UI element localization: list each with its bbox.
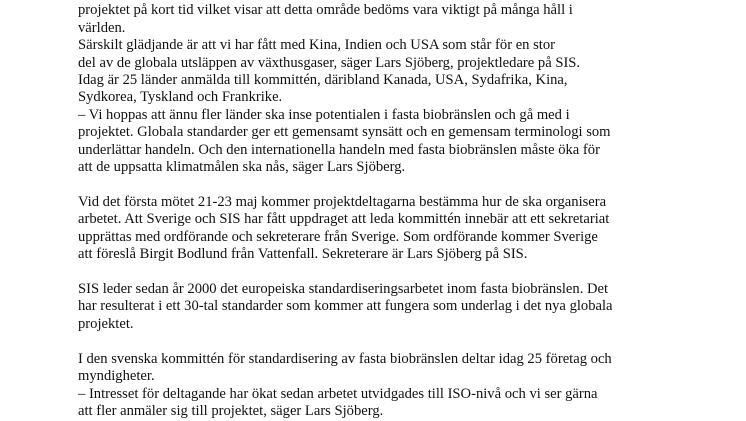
paragraph-first-meeting bbox=[78, 194, 638, 264]
paragraph-swedish-committee bbox=[78, 351, 638, 421]
text-line: arbetet. Att Sverige och SIS har fått uppdraget att leda kommittén innebär att ett sekretariat bbox=[78, 211, 610, 228]
text-line: Sydkorea, Tyskland och Frankrike. bbox=[78, 89, 283, 106]
text-line: att de uppsatta klimatmålen ska nås, säger Lars Sjöberg. bbox=[78, 158, 406, 175]
text-line: Särskilt glädjande är att vi har fått med Kina, Indien och USA som står för en stor bbox=[78, 37, 556, 54]
text-line: Vid det första mötet 21-23 maj kommer projektdeltagarna bestämma hur de ska organisera bbox=[78, 194, 607, 210]
text-line: upprättas med ordförande och sekreterare från Sverige. Som ordförande kommer Sverige bbox=[78, 228, 598, 245]
text-line: har resulterat i ett 30-tal standarder som kommer att fungera som underlag i det nya globala bbox=[78, 298, 613, 315]
text-line: – Vi hoppas att ännu fler länder ska inse potentialen i fasta biobränslen och gå med i bbox=[78, 106, 570, 123]
text-line: världen. bbox=[78, 19, 126, 36]
text-line: att fler anmäler sig till projektet, säger Lars Sjöberg. bbox=[78, 403, 384, 420]
text-line: Idag är 25 länder anmälda till kommittén, däribland Kanada, USA, Sydafrika, Kina, bbox=[78, 72, 568, 88]
text-line: projektet. Globala standarder ger ett gemensamt synsätt och en gemensam terminologi som bbox=[78, 124, 611, 141]
paragraph-countries bbox=[78, 72, 638, 176]
text-line: myndigheter. bbox=[78, 368, 155, 385]
text-line: projektet på kort tid vilket visar att detta område bedöms vara viktigt på många håll i bbox=[78, 2, 573, 19]
text-line: – Intresset för deltagande har ökat sedan arbetet utvidgades till ISO-nivå och vi ser gärna bbox=[78, 385, 598, 402]
paragraph-sis-history bbox=[78, 281, 638, 333]
text-line: SIS leder sedan år 2000 det europeiska standardiseringsarbetet inom fasta biobränslen. Det bbox=[78, 281, 609, 297]
text-line: att föreslå Birgit Bodlund från Vattenfall. Sekreterare är Lars Sjöberg på SIS. bbox=[78, 246, 528, 263]
text-line: del av de globala utsläppen av växthusgaser, säger Lars Sjöberg, projektledare på SIS. bbox=[78, 54, 581, 71]
text-line: projektet. bbox=[78, 315, 134, 332]
text-line: I den svenska kommittén för standardisering av fasta biobränslen deltar idag 25 företag och bbox=[78, 351, 612, 367]
paragraph-intro bbox=[78, 0, 638, 72]
text-line: underlättar handeln. Och den internationella handeln med fasta biobränslen måste öka för bbox=[78, 141, 600, 158]
